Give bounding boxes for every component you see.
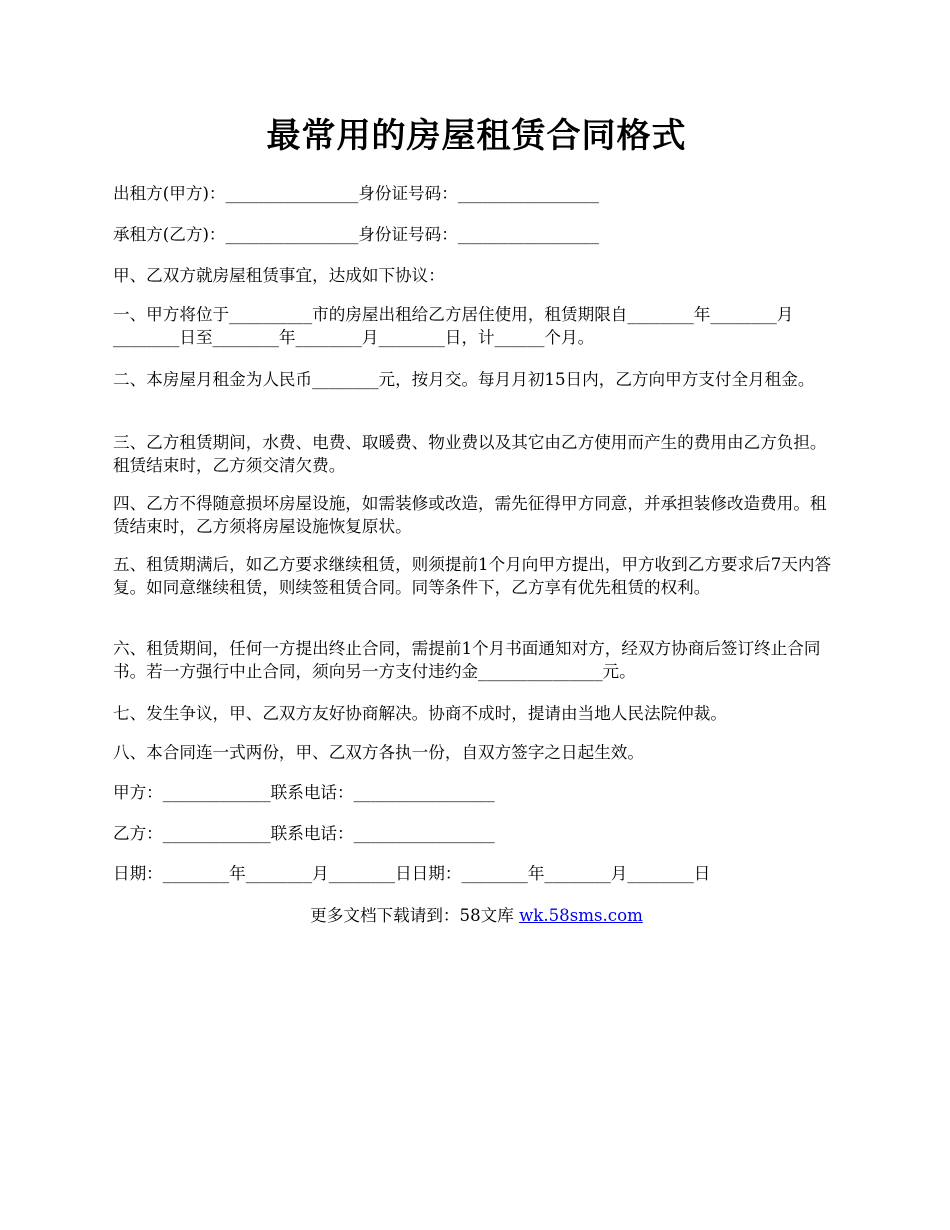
lessor-line: 出租方(甲方)：________________身份证号码：_________________ xyxy=(113,184,599,203)
clause-7: 七、发生争议，甲、乙双方友好协商解决。协商不成时，提请由当地人民法院仲裁。 xyxy=(113,704,727,723)
footer-link[interactable]: wk.58sms.com xyxy=(519,906,643,925)
footer-text: 更多文档下载请到：58文库 xyxy=(310,906,520,925)
clause-4: 四、乙方不得随意损坏房屋设施，如需装修或改造，需先征得甲方同意，并承担装修改造费用。租赁结束时，乙方须将房屋设施恢复原状。 xyxy=(113,494,827,536)
clause-2: 二、本房屋月租金为人民币________元，按月交。每月月初15日内，乙方向甲方支付全月租金。 xyxy=(113,370,815,389)
download-footer xyxy=(113,904,840,927)
clause-3: 三、乙方租赁期间，水费、电费、取暖费、物业费以及其它由乙方使用而产生的费用由乙方负担。租赁结束时，乙方须交清欠费。 xyxy=(113,433,827,475)
document-title: 最常用的房屋租赁合同格式 xyxy=(266,116,687,156)
party-b-signature-line: 乙方：_____________联系电话：_________________ xyxy=(113,824,495,843)
date-line: 日期：________年________月________日日期：________年________月________日 xyxy=(113,864,711,883)
clause-1: 一、甲方将位于__________市的房屋出租给乙方居住使用，租赁期限自________年________月________日至________年________月________日，计______个月。 xyxy=(113,305,794,347)
clause-6: 六、租赁期间，任何一方提出终止合同，需提前1个月书面通知对方，经双方协商后签订终止合同书。若一方强行中止合同，须向另一方支付违约金_______________元。 xyxy=(113,639,821,681)
agreement-intro: 甲、乙双方就房屋租赁事宜，达成如下协议： xyxy=(113,266,445,285)
clause-8: 八、本合同连一式两份，甲、乙双方各执一份，自双方签字之日起生效。 xyxy=(113,743,644,762)
lessee-line: 承租方(乙方)：________________身份证号码：_________________ xyxy=(113,225,599,244)
clause-5: 五、租赁期满后，如乙方要求继续租赁，则须提前1个月向甲方提出，甲方收到乙方要求后7天内答复。如同意继续租赁，则续签租赁合同。同等条件下，乙方享有优先租赁的权利。 xyxy=(113,555,832,597)
party-a-signature-line: 甲方：_____________联系电话：_________________ xyxy=(113,783,495,802)
